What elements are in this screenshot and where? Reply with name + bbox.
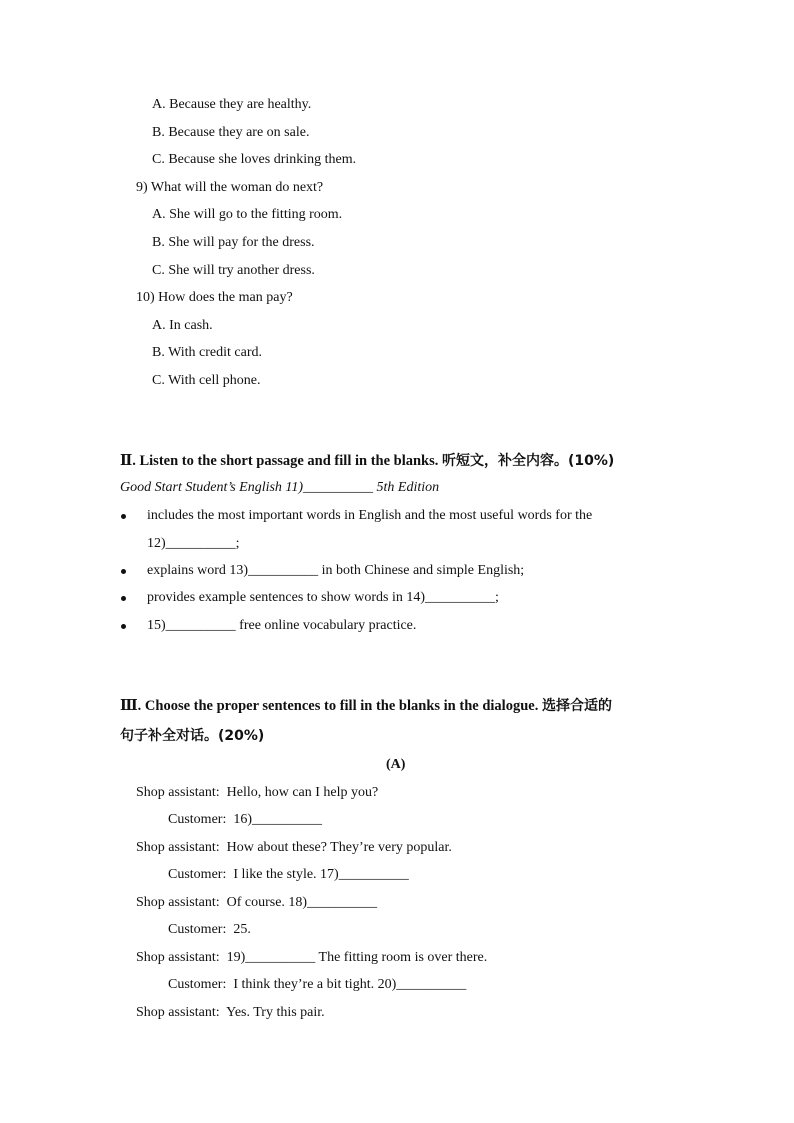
utterance: Hello, how can I help you? xyxy=(226,785,379,800)
bullet-icon xyxy=(121,514,126,519)
speaker: Customer: xyxy=(168,977,227,992)
utterance: Of course. 18)__________ xyxy=(226,895,378,910)
dialogue-line xyxy=(136,785,378,801)
section2-bullet-1: includes the most important words in English and the most useful words for the xyxy=(147,508,593,523)
bullet-icon xyxy=(121,569,126,574)
section3-heading xyxy=(120,695,612,715)
section3-heading-cn-cont: 句子补全对话。(20%) xyxy=(120,728,265,744)
section2-bullet-4: 15)__________ free online vocabulary practice. xyxy=(147,618,417,633)
speaker: Customer: xyxy=(168,812,227,827)
q10-option-a: A. In cash. xyxy=(152,318,213,333)
utterance: How about these? They’re very popular. xyxy=(226,840,452,855)
speaker: Customer: xyxy=(168,922,227,937)
q10-question: 10) How does the man pay? xyxy=(136,290,293,305)
section2-bullet-3: provides example sentences to show words in 14)__________; xyxy=(147,590,499,605)
utterance: 16)__________ xyxy=(233,812,323,827)
q9-option-c: C. She will try another dress. xyxy=(152,263,315,278)
q9-option-a: A. She will go to the fitting room. xyxy=(152,207,343,222)
speaker: Shop assistant: xyxy=(136,840,220,855)
speaker: Shop assistant: xyxy=(136,785,220,800)
dialogue-line xyxy=(136,840,452,856)
section2-title: Good Start Student’s English 11)__________ 5th Edition xyxy=(120,480,440,495)
section3-heading-cn: 选择合适的 xyxy=(541,698,612,714)
q9-option-b: B. She will pay for the dress. xyxy=(152,235,315,250)
utterance: Yes. Try this pair. xyxy=(226,1005,325,1020)
dialogue-line xyxy=(168,812,322,828)
utterance: I like the style. 17)__________ xyxy=(233,867,409,882)
bullet-icon xyxy=(121,624,126,629)
dialogue-line xyxy=(136,950,487,966)
section2-heading xyxy=(120,450,614,470)
dialogue-line xyxy=(136,1005,325,1021)
dialogue-line xyxy=(168,922,251,938)
section2-heading-en: Ⅱ. Listen to the short passage and fill in the blanks. xyxy=(120,453,439,469)
speaker: Shop assistant: xyxy=(136,950,220,965)
dialogue-line xyxy=(168,867,409,883)
utterance: 25. xyxy=(233,922,251,937)
utterance: 19)__________ The fitting room is over there. xyxy=(226,950,488,965)
q9-question: 9) What will the woman do next? xyxy=(136,180,324,195)
q8-option-c: C. Because she loves drinking them. xyxy=(152,152,357,167)
section2-bullet-2: explains word 13)__________ in both Chinese and simple English; xyxy=(147,563,525,578)
speaker: Shop assistant: xyxy=(136,1005,220,1020)
q8-option-b: B. Because they are on sale. xyxy=(152,125,310,140)
utterance: I think they’re a bit tight. 20)__________ xyxy=(233,977,467,992)
q8-option-a: A. Because they are healthy. xyxy=(152,97,312,112)
section3-heading-en: Ⅲ. Choose the proper sentences to fill in the blanks in the dialogue. xyxy=(120,698,539,714)
speaker: Shop assistant: xyxy=(136,895,220,910)
section2-bullet-1-cont: 12)__________; xyxy=(147,536,240,551)
dialogue-line xyxy=(168,977,466,993)
speaker: Customer: xyxy=(168,867,227,882)
dialogue-line xyxy=(136,895,377,911)
dialogue-part-label: (A) xyxy=(386,757,406,772)
section2-heading-cn: 听短文，补全内容。(10%) xyxy=(442,453,615,469)
q10-option-b: B. With credit card. xyxy=(152,345,262,360)
bullet-icon xyxy=(121,596,126,601)
q10-option-c: C. With cell phone. xyxy=(152,373,261,388)
